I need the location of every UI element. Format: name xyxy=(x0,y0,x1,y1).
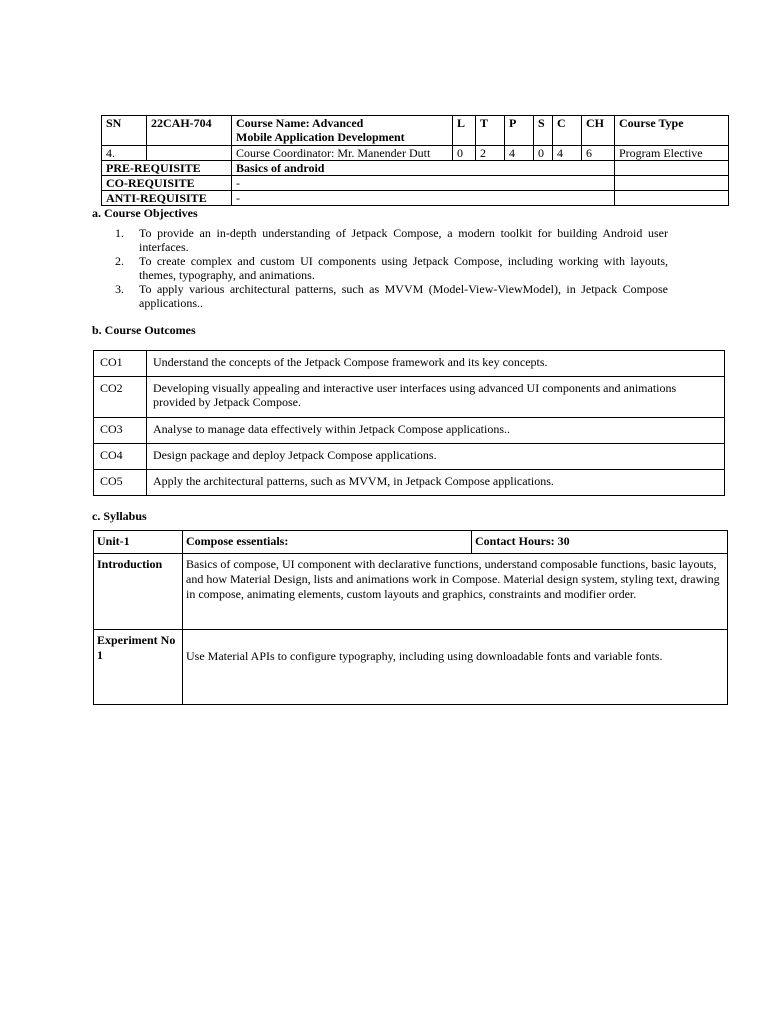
outcomes-table xyxy=(93,350,725,496)
outcome-text: Analyse to manage data effectively within Jetpack Compose applications.. xyxy=(147,418,725,444)
val-s: 0 xyxy=(534,146,553,161)
syllabus-heading: c. Syllabus xyxy=(92,509,147,523)
empty-cell xyxy=(615,191,729,206)
prereq-row xyxy=(102,161,729,176)
course-header-table xyxy=(101,115,729,206)
sn-label: SN xyxy=(102,116,147,146)
col-ch: CH xyxy=(582,116,615,146)
experiment-row xyxy=(94,630,728,705)
outcomes-heading: b. Course Outcomes xyxy=(92,323,196,337)
objective-item xyxy=(115,226,668,254)
prereq-value: Basics of android xyxy=(232,161,615,176)
course-name-line1: Course Name: Advanced xyxy=(236,116,364,130)
outcome-code: CO3 xyxy=(94,418,147,444)
outcome-code: CO2 xyxy=(94,377,147,418)
objective-number: 1. xyxy=(115,226,124,240)
objectives-heading: a. Course Objectives xyxy=(92,206,198,220)
prereq-label: PRE-REQUISITE xyxy=(102,161,232,176)
outcome-row xyxy=(94,418,725,444)
contact-hours: Contact Hours: 30 xyxy=(472,531,728,554)
intro-text: Basics of compose, UI component with declarative functions, understand composable functions, basic layouts, and how Material Design, lists and animations work in Compose. Material design system, styling text, drawing in compose, animating elements, custom layouts and graphics, constraints and modifier order. xyxy=(183,554,728,630)
syllabus-table xyxy=(93,530,728,705)
unit-label: Unit-1 xyxy=(94,531,183,554)
objective-text: To provide an in-depth understanding of Jetpack Compose, a modern toolkit for building Android user interfaces. xyxy=(139,226,668,254)
unit-title: Compose essentials: xyxy=(183,531,472,554)
coreq-value: - xyxy=(232,176,615,191)
outcome-row xyxy=(94,377,725,418)
experiment-text: Use Material APIs to configure typography, including using downloadable fonts and variable fonts. xyxy=(183,630,728,705)
outcome-text: Design package and deploy Jetpack Compose applications. xyxy=(147,444,725,470)
outcome-code: CO4 xyxy=(94,444,147,470)
outcome-text: Apply the architectural patterns, such as MVVM, in Jetpack Compose applications. xyxy=(147,470,725,496)
sn-value: 4. xyxy=(102,146,147,161)
course-coordinator: Course Coordinator: Mr. Manender Dutt xyxy=(232,146,453,161)
outcome-code: CO1 xyxy=(94,351,147,377)
objective-number: 2. xyxy=(115,254,124,268)
antireq-value: - xyxy=(232,191,615,206)
col-l: L xyxy=(453,116,476,146)
objective-number: 3. xyxy=(115,282,124,296)
intro-label: Introduction xyxy=(94,554,183,630)
objective-text: To apply various architectural patterns, such as MVVM (Model-View-ViewModel), in Jetpack Compose applications.. xyxy=(139,282,668,310)
outcome-row xyxy=(94,470,725,496)
outcome-code: CO5 xyxy=(94,470,147,496)
val-p: 4 xyxy=(505,146,534,161)
objective-text: To create complex and custom UI components using Jetpack Compose, including working with layouts, themes, typography, and animations. xyxy=(139,254,668,282)
val-t: 2 xyxy=(476,146,505,161)
val-l: 0 xyxy=(453,146,476,161)
objective-item xyxy=(115,254,668,282)
intro-row xyxy=(94,554,728,630)
objectives-list xyxy=(115,226,668,310)
val-ch: 6 xyxy=(582,146,615,161)
header-row xyxy=(102,116,729,146)
outcome-text: Developing visually appealing and interactive user interfaces using advanced UI components and animations provided by Jetpack Compose. xyxy=(147,377,725,418)
unit-row xyxy=(94,531,728,554)
col-t: T xyxy=(476,116,505,146)
course-name xyxy=(232,116,453,146)
values-row xyxy=(102,146,729,161)
val-c: 4 xyxy=(553,146,582,161)
course-type-value: Program Elective xyxy=(615,146,729,161)
antireq-row xyxy=(102,191,729,206)
experiment-label: Experiment No 1 xyxy=(94,630,183,705)
outcome-text: Understand the concepts of the Jetpack Compose framework and its key concepts. xyxy=(147,351,725,377)
col-c: C xyxy=(553,116,582,146)
col-p: P xyxy=(505,116,534,146)
empty-cell xyxy=(615,161,729,176)
outcome-row xyxy=(94,444,725,470)
col-s: S xyxy=(534,116,553,146)
coreq-label: CO-REQUISITE xyxy=(102,176,232,191)
antireq-label: ANTI-REQUISITE xyxy=(102,191,232,206)
course-code: 22CAH-704 xyxy=(147,116,232,146)
outcome-row xyxy=(94,351,725,377)
objective-item xyxy=(115,282,668,310)
empty-cell xyxy=(147,146,232,161)
course-name-line2: Mobile Application Development xyxy=(236,130,405,144)
coreq-row xyxy=(102,176,729,191)
empty-cell xyxy=(615,176,729,191)
course-type-label: Course Type xyxy=(615,116,729,146)
